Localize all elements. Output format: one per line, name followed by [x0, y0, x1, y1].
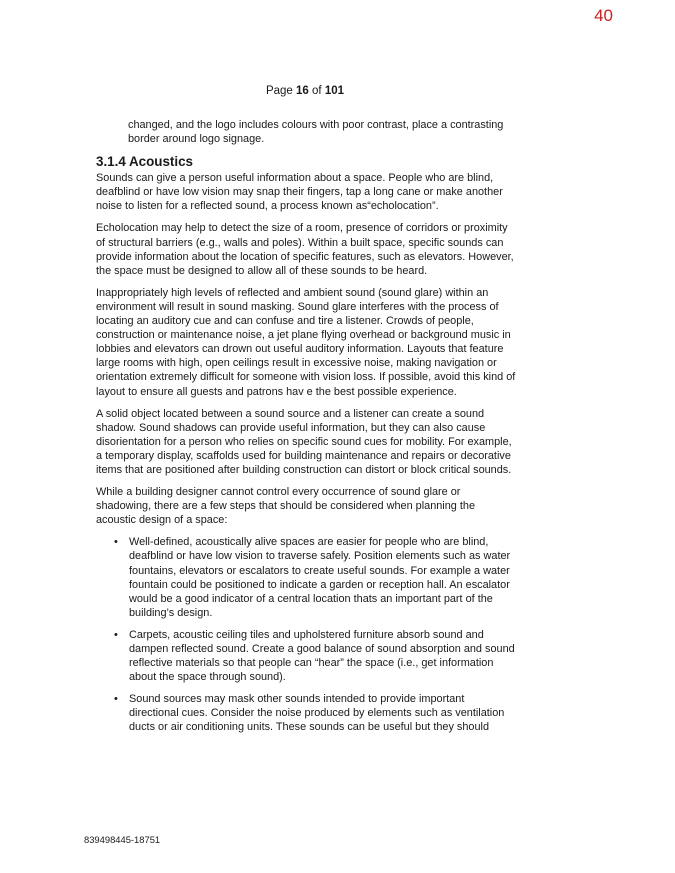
list-item: [96, 692, 516, 734]
page-indicator: [0, 85, 610, 97]
section-heading: 3.1.4 Acoustics: [96, 154, 194, 170]
bullet-icon: •: [114, 536, 118, 549]
list-item-text: Sound sources may mask other sounds intended to provide important directional cues. Consider the noise produced by elements such as ventilation ducts or air conditioning units. These sounds can be useful but they should: [129, 693, 505, 734]
current-page: 16: [296, 85, 309, 97]
paragraph: Inappropriately high levels of reflected and ambient sound (sound glare) within an environment will result in sound masking. Sound glare interferes with the process of locating an auditory cue and can confuse and tire a listener. Crowds of people, construction or maintenance noise, a jet plane flying overhead or background music in lobbies and elevators can drown out useful auditory information. Layouts that feature large rooms with high, open ceilings result in excessive noise, making navigation or orientation extremely difficult for someone with vision loss. If possible, avoid this kind of layout to ensure all guests and patrons hav e the best possible experience.: [96, 286, 516, 398]
paragraph: Sounds can give a person useful information about a space. People who are blind, deafblind or have low vision may snap their fingers, tap a long cane or make another noise to listen for a reflected sound, a process known as“echolocation”.: [96, 172, 503, 213]
list-item: [96, 628, 516, 684]
list-item-text: Carpets, acoustic ceiling tiles and upholstered furniture absorb sound and dampen reflected sound. Create a good balance of sound absorption and sound reflective materials so that people can “hear” the space (i.e., get information about the space through sound).: [129, 628, 515, 684]
bullet-list: [96, 535, 516, 734]
page-label: Page: [265, 85, 293, 97]
paragraph: A solid object located between a sound source and a listener can create a sound shadow. Sound shadows can provide useful information, but they can also cause disorientation for a person who relies on specific sound cues for mobility. For example, a temporary display, scaffolds used for building maintenance and repairs or decorative items that are positioned after building construction can distort or block critical sounds.: [96, 407, 512, 476]
continued-paragraph: changed, and the logo includes colours with poor contrast, place a contrasting border around logo signage.: [128, 119, 504, 146]
bullet-icon: •: [114, 628, 118, 641]
list-item-text: Well-defined, acoustically alive spaces are easier for people who are blind, deafblind or have low vision to traverse safely. Position elements such as water fountains, elevators or escalators to create useful sounds. For example a water fountain could be positioned to indicate a garden or reception hall. An escalator would be a good indicator of a central location thats an important part of the building’s design.: [129, 536, 511, 619]
list-item: [96, 535, 516, 620]
page-of-label: of: [312, 85, 322, 97]
total-pages: 101: [324, 85, 345, 97]
paragraph: While a building designer cannot control every occurrence of sound glare or shadowing, there are a few steps that should be considered when planning the acoustic design of a space:: [96, 486, 476, 527]
bullet-icon: •: [114, 693, 118, 706]
corner-page-number: 40: [594, 6, 613, 25]
document-body: [96, 118, 516, 743]
paragraph: Echolocation may help to detect the size of a room, presence of corridors or proximity of structural barriers (e.g., walls and poles). Within a built space, specific sounds can provide information about the location of specific features, such as elevators. However, the space must be designed to allow all of these sounds to be heard.: [96, 222, 514, 277]
document-id: 839498445-18751: [84, 834, 161, 845]
